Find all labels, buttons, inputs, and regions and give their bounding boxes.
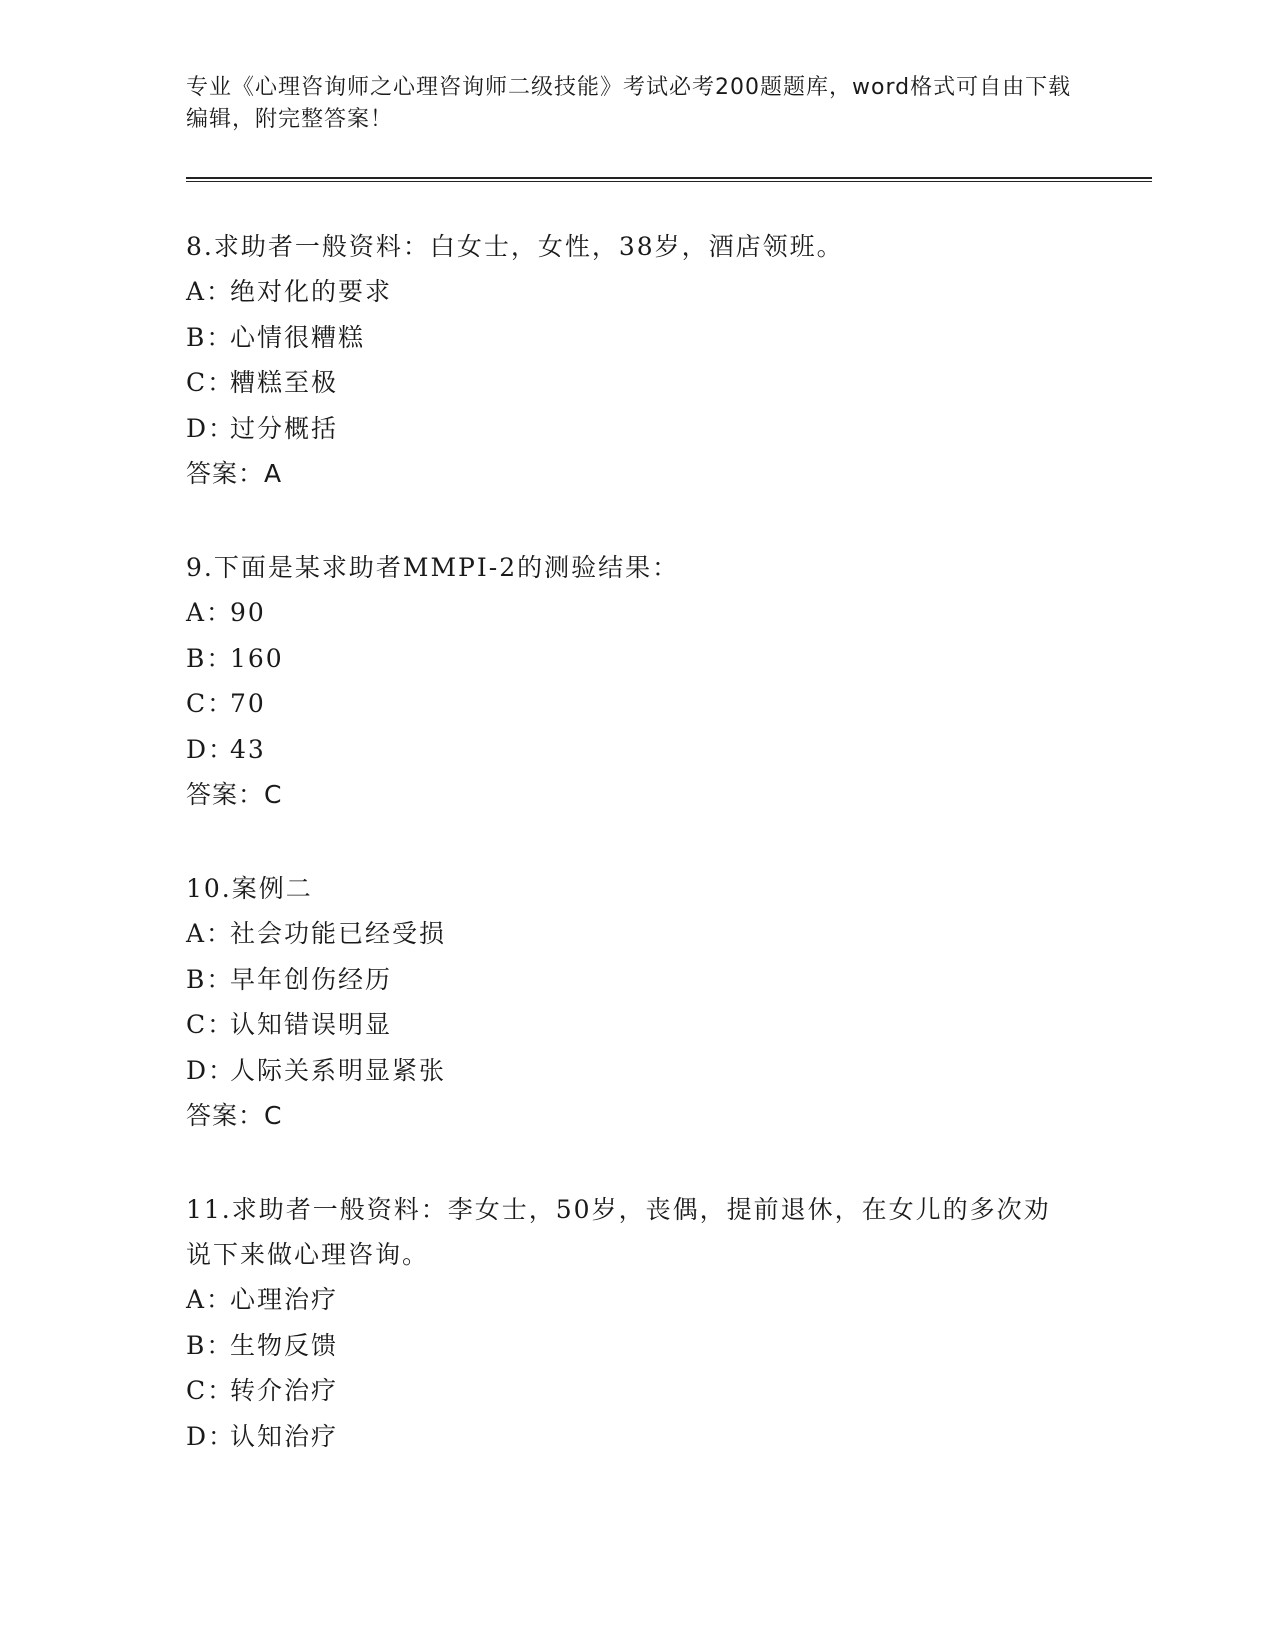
option-key: C： <box>186 1376 235 1405</box>
answer-text: 答案：A <box>186 459 283 488</box>
question-text: 8.求助者一般资料：白女士，女性，38岁，酒店领班。 <box>186 232 844 261</box>
option-text: 心情很糟糕 <box>230 322 366 352</box>
option-text: 认知治疗 <box>230 1421 339 1451</box>
page-header <box>186 72 1086 136</box>
option-key: D： <box>186 1055 236 1085</box>
option-text: 社会功能已经受损 <box>230 919 447 948</box>
option-key: B： <box>186 643 234 673</box>
option-key: D： <box>186 734 236 764</box>
option-key: A： <box>186 277 234 306</box>
question-block <box>186 224 1086 496</box>
option-c <box>186 1002 1086 1048</box>
option-text: 转介治疗 <box>230 1376 339 1405</box>
question-text: 9.下面是某求助者MMPI-2的测验结果： <box>186 553 680 582</box>
option-key: A： <box>186 919 234 948</box>
option-text: 生物反馈 <box>230 1330 339 1360</box>
option-d <box>186 727 1086 773</box>
option-b <box>186 315 1086 361</box>
option-key: B： <box>186 1330 234 1360</box>
option-text: 过分概括 <box>230 413 339 443</box>
option-text: 70 <box>230 689 266 718</box>
option-a <box>186 590 1086 636</box>
question-text: 11.求助者一般资料：李女士，50岁，丧偶，提前退休，在女儿的多次劝说下来做心理咨询。 <box>186 1195 1051 1269</box>
answer-text: 答案：C <box>186 1101 283 1130</box>
option-d <box>186 1048 1086 1094</box>
question-block <box>186 545 1086 817</box>
question-text: 10.案例二 <box>186 874 313 903</box>
option-text: 绝对化的要求 <box>230 277 393 306</box>
option-b <box>186 957 1086 1003</box>
option-b <box>186 636 1086 682</box>
option-text: 90 <box>230 598 266 627</box>
option-text: 160 <box>230 643 284 673</box>
option-c <box>186 360 1086 406</box>
header-divider <box>186 177 1152 182</box>
option-key: B： <box>186 964 234 994</box>
question-block <box>186 866 1086 1138</box>
option-key: C： <box>186 368 235 397</box>
option-text: 糟糕至极 <box>230 368 339 397</box>
option-a <box>186 1277 1066 1323</box>
option-key: A： <box>186 1285 234 1314</box>
option-key: D： <box>186 1421 236 1451</box>
option-key: D： <box>186 413 236 443</box>
option-b <box>186 1323 1066 1369</box>
header-text: 专业《心理咨询师之心理咨询师二级技能》考试必考200题题库，word格式可自由下载编辑，附完整答案！ <box>186 75 1072 132</box>
option-key: A： <box>186 598 234 627</box>
answer-text: 答案：C <box>186 780 283 809</box>
option-text: 早年创伤经历 <box>230 964 393 994</box>
option-text: 人际关系明显紧张 <box>230 1055 447 1085</box>
option-a <box>186 911 1086 957</box>
option-key: B： <box>186 322 234 352</box>
option-a <box>186 269 1086 315</box>
question-block <box>186 1187 1066 1459</box>
option-c <box>186 1368 1066 1414</box>
option-text: 认知错误明显 <box>230 1010 393 1039</box>
option-text: 43 <box>230 734 266 764</box>
option-c <box>186 681 1086 727</box>
option-text: 心理治疗 <box>230 1285 339 1314</box>
option-key: C： <box>186 689 235 718</box>
option-d <box>186 1414 1066 1460</box>
option-d <box>186 406 1086 452</box>
option-key: C： <box>186 1010 235 1039</box>
